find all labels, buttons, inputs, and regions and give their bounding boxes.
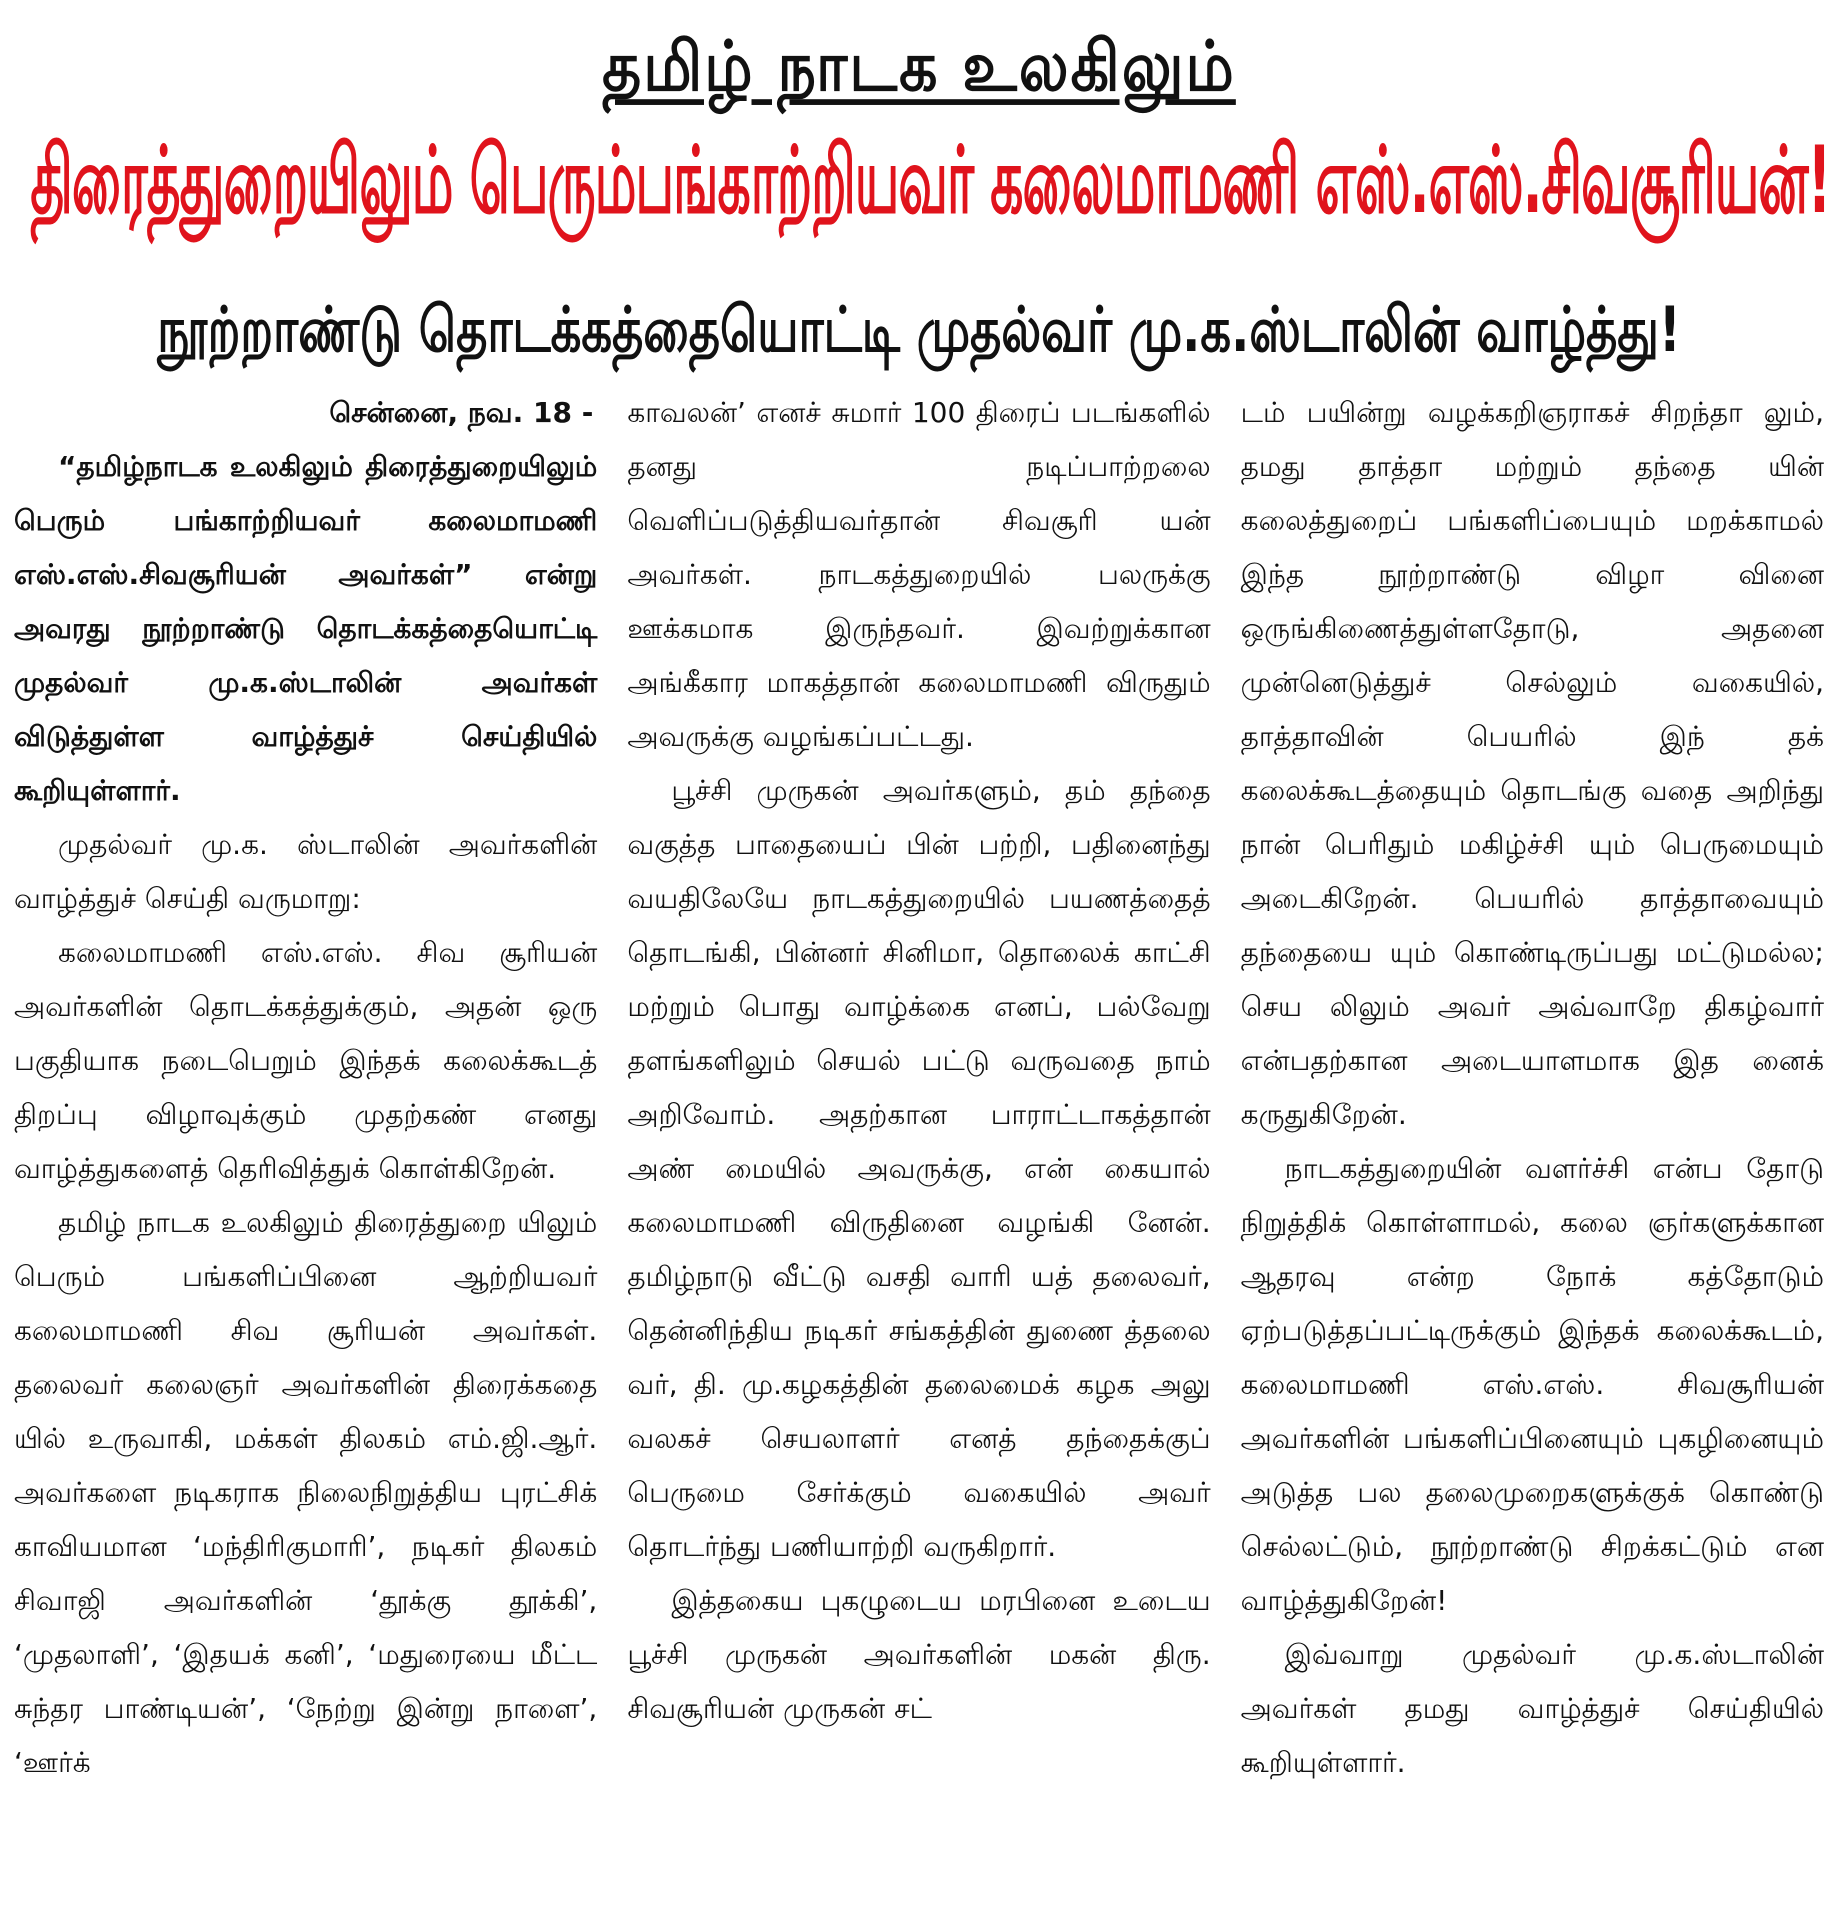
paragraph: காவலன்’ எனச் சுமார் 100 திரைப் படங்களில் தனது நடிப்பாற்றலை வெளிப்படுத்தியவர்தான் சிவசூரி யன் அவர்கள். நாடகத்துறையில் பலருக்கு ஊக்கமாக இருந்தவர். இவற்றுக்கான அங்கீகார மாகத்தான் கலைமாமணி விருதும் அவருக்கு வழங்கப்பட்டது. — [627, 396, 1211, 753]
subheadline — [12, 290, 1826, 386]
article-columns — [12, 386, 1826, 1790]
paragraph: நாடகத்துறையின் வளர்ச்சி என்ப தோடு நிறுத்திக் கொள்ளாமல், கலை ஞர்களுக்கான ஆதரவு என்ற நோக் கத்தோடும் ஏற்படுத்தப்பட்டிருக்கும் இந்தக் கலைக்கூடம், கலைமாமணி எஸ்.எஸ். சிவசூரியன் அவர்களின் பங்களிப்பினையும் புகழினையும் அடுத்த பல தலைமுறைகளுக்குக் கொண்டு செல்லட்டும், நூற்றாண்டு சிறக்கட்டும் என வாழ்த்துகிறேன்! — [1240, 1152, 1824, 1617]
subhead-text: நூற்றாண்டு தொடக்கத்தையொட்டி முதல்வர் மு.க.ஸ்டாலின் வாழ்த்து! — [157, 293, 1681, 367]
kicker-text: தமிழ் நாடக உலகிலும் — [602, 26, 1236, 108]
main-headline — [12, 120, 1831, 290]
paragraph: பூச்சி முருகன் அவர்களும், தம் தந்தை வகுத்த பாதையைப் பின் பற்றி, பதினைந்து வயதிலேயே நாடகத்துறையில் பயணத்தைத் தொடங்கி, பின்னர் சினிமா, தொலைக் காட்சி மற்றும் பொது வாழ்க்கை எனப், பல்வேறு தளங்களிலும் செயல் பட்டு வருவதை நாம் அறிவோம். அதற்கான பாராட்டாகத்தான் அண் மையில் அவருக்கு, என் கையால் கலைமாமணி விருதினை வழங்கி னேன். தமிழ்நாடு வீட்டு வசதி வாரி யத் தலைவர், தென்னிந்திய நடிகர் சங்கத்தின் துணை த்தலை வர், தி. மு.கழகத்தின் தலைமைக் கழக அலு வலகச் செயலாளர் எனத் தந்தைக்குப் பெருமை சேர்க்கும் வகையில் அவர் தொடர்ந்து பணியாற்றி வருகிறார். — [627, 774, 1211, 1563]
paragraph: கலைமாமணி எஸ்.எஸ். சிவ சூரியன் அவர்களின் தொடக்கத்துக்கும், அதன் ஒரு பகுதியாக நடைபெறும் இந்தக் கலைக்கூடத் திறப்பு விழாவுக்கும் முதற்கண் எனது வாழ்த்துகளைத் தெரிவித்துக் கொள்கிறேன். — [14, 936, 598, 1185]
article-column-3 — [1241, 386, 1824, 1790]
article-column-1 — [14, 386, 597, 1790]
paragraph: முதல்வர் மு.க. ஸ்டாலின் அவர்களின் வாழ்த்துச் செய்தி வருமாறு: — [14, 828, 598, 915]
paragraph: டம் பயின்று வழக்கறிஞராகச் சிறந்தா லும், தமது தாத்தா மற்றும் தந்தை யின் கலைத்துறைப் பங்களிப்பையும் மறக்காமல் இந்த நூற்றாண்டு விழா வினை ஒருங்கிணைத்துள்ளதோடு, அதனை முன்னெடுத்துச் செல்லும் வகையில், தாத்தாவின் பெயரில் இந் தக் கலைக்கூடத்தையும் தொடங்கு வதை அறிந்து நான் பெரிதும் மகிழ்ச்சி யும் பெருமையும் அடைகிறேன். பெயரில் தாத்தாவையும் தந்தையை யும் கொண்டிருப்பது மட்டுமல்ல; செய லிலும் அவர் அவ்வாறே திகழ்வார் என்பதற்கான அடையாளமாக இத னைக் கருதுகிறேன். — [1240, 396, 1824, 1131]
headline-text: திரைத்துறையிலும் பெரும்பங்காற்றியவர் கலைமாமணி எஸ்.எஸ்.சிவசூரியன்! — [30, 127, 1831, 235]
paragraph: இவ்வாறு முதல்வர் மு.க.ஸ்டாலின் அவர்கள் தமது வாழ்த்துச் செய்தியில் கூறியுள்ளார். — [1240, 1638, 1824, 1779]
article-column-2 — [627, 386, 1210, 1790]
dateline: சென்னை, நவ. 18 - — [329, 396, 594, 429]
paragraph: இத்தகைய புகழுடைய மரபினை உடைய பூச்சி முருகன் அவர்களின் மகன் திரு. சிவசூரியன் முருகன் சட் — [627, 1584, 1211, 1725]
paragraph: தமிழ் நாடக உலகிலும் திரைத்துறை யிலும் பெரும் பங்களிப்பினை ஆற்றியவர் கலைமாமணி சிவ சூரியன் அவர்கள். தலைவர் கலைஞர் அவர்களின் திரைக்கதை யில் உருவாகி, மக்கள் திலகம் எம்.ஜி.ஆர். அவர்களை நடிகராக நிலைநிறுத்திய புரட்சிக் காவியமான ‘மந்திரிகுமாரி’, நடிகர் திலகம் சிவாஜி அவர்களின் ‘தூக்கு தூக்கி’, ‘முதலாளி’, ‘இதயக் கனி’, ‘மதுரையை மீட்ட சுந்தர பாண்டியன்’, ‘நேற்று இன்று நாளை’, ‘ஊர்க் — [14, 1206, 598, 1779]
lead-paragraph: “தமிழ்நாடக உலகிலும் திரைத்துறையிலும் பெரும் பங்காற்றியவர் கலைமாமணி எஸ்.எஸ்.சிவசூரியன் அவர்கள்” என்று அவரது நூற்றாண்டு தொடக்கத்தையொட்டி முதல்வர் மு.க.ஸ்டாலின் அவர்கள் விடுத்துள்ள வாழ்த்துச் செய்தியில் கூறியுள்ளார். — [14, 450, 598, 807]
